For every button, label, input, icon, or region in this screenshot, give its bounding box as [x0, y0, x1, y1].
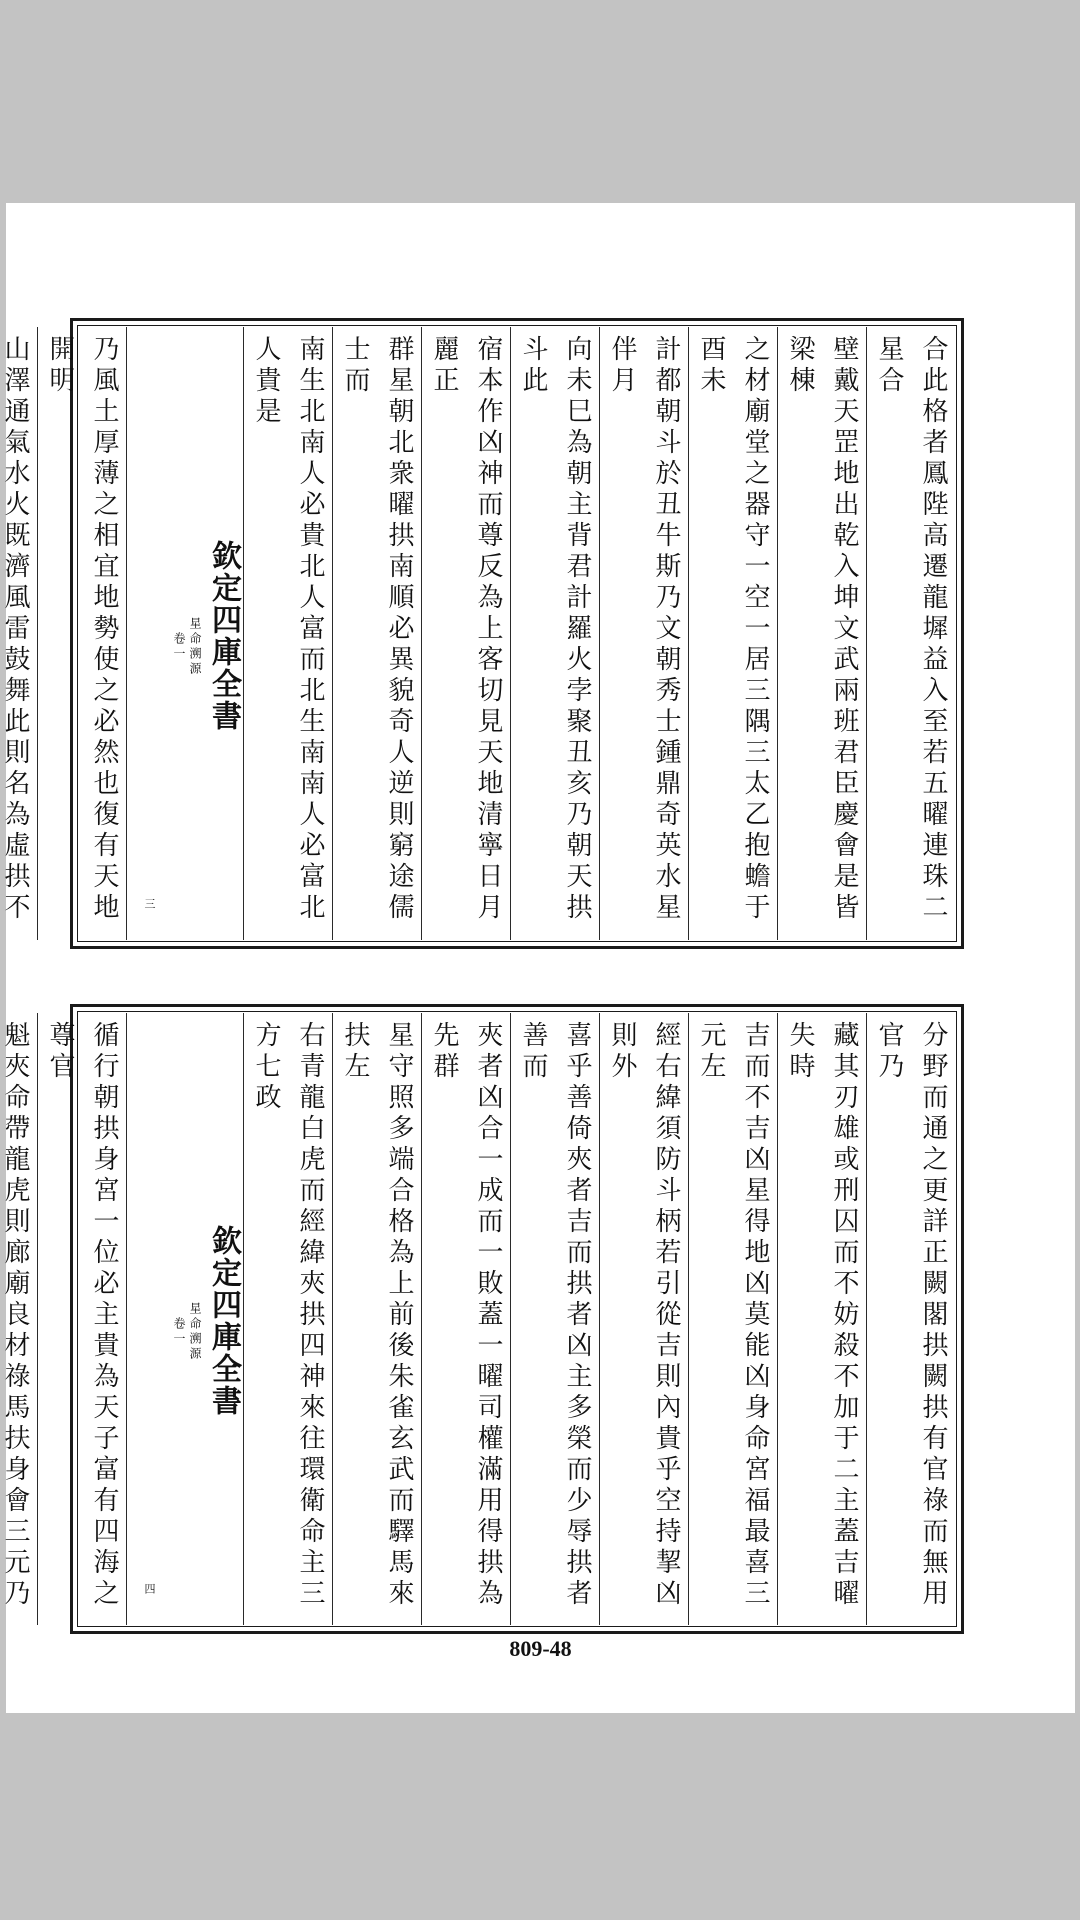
page-panel-top [0, 318, 964, 949]
text-column: 宿本作凶神而尊反為上客切見天地清寧日月麗正 [421, 327, 510, 940]
text-column: 右青龍白虎而經緯夾拱四神來往環衛命主三方七政 [243, 1013, 332, 1625]
book-title: 欽定四庫全書 [206, 539, 241, 732]
book-subtitle: 星命溯源 [188, 616, 202, 677]
volume-label: 卷一 [172, 1317, 186, 1347]
text-column: 之材廟堂之器守一空一居三隅三太乙抱蟾于酉未 [688, 327, 777, 940]
text-column: 喜乎善倚夾者吉而拱者凶主多榮而少辱拱者善而 [510, 1013, 599, 1625]
book-title: 欽定四庫全書 [206, 1225, 241, 1417]
text-columns [0, 1013, 955, 1625]
text-column: 魁夾命帶龍虎則廊廟良材祿馬扶身會三元乃 [0, 1013, 37, 1625]
text-column: 吉而不吉凶星得地凶莫能凶身命宮福最喜三元左 [688, 1013, 777, 1625]
text-column: 山澤通氣水火既濟風雷鼓舞此則名為虛拱不 [0, 327, 37, 940]
center-band [126, 1013, 243, 1625]
page-number-footer: 809-48 [509, 1636, 572, 1661]
text-column: 南生北南人必貴北人富而北生南南人必富北人貴是 [243, 327, 332, 940]
text-column: 群星朝北衆曜拱南順必異貌奇人逆則窮途儒士而 [332, 327, 421, 940]
volume-label: 卷一 [172, 631, 186, 662]
text-column: 夾者凶合一成而一敗蓋一曜司權滿用得拱為先群 [421, 1013, 510, 1625]
text-column: 星守照多端合格為上前後朱雀玄武而驛馬來扶左 [332, 1013, 421, 1625]
leaf-number: 四 [143, 1583, 156, 1599]
text-column: 計都朝斗於丑牛斯乃文朝秀士鍾鼎奇英水星伴月 [599, 327, 688, 940]
text-column: 乃風土厚薄之相宜地勢使之必然也復有天地開明 [37, 327, 126, 940]
center-band [126, 327, 243, 940]
scanned-page [0, 203, 1075, 1713]
text-column: 合此格者鳳陛高遷龍墀益入至若五曜連珠二星合 [866, 327, 955, 940]
text-column: 分野而通之更詳正闕閣拱闕拱有官祿而無用官乃 [866, 1013, 955, 1625]
text-column: 壁戴天罡地出乾入坤文武兩班君臣慶會是皆梁棟 [777, 327, 866, 940]
text-column: 藏其刃雄或刑囚而不妨殺不加于二主蓋吉曜失時 [777, 1013, 866, 1625]
text-column: 經右緯須防斗柄若引從吉則內貴乎空持挈凶則外 [599, 1013, 688, 1625]
page-panel-bottom [0, 1004, 964, 1634]
leaf-number: 三 [143, 898, 156, 914]
text-columns [0, 327, 955, 940]
book-subtitle: 星命溯源 [188, 1302, 202, 1362]
text-column: 循行朝拱身宮一位必主貴為天子富有四海之尊官 [37, 1013, 126, 1625]
text-column: 向未巳為朝主背君計羅火孛聚丑亥乃朝天拱斗此 [510, 327, 599, 940]
